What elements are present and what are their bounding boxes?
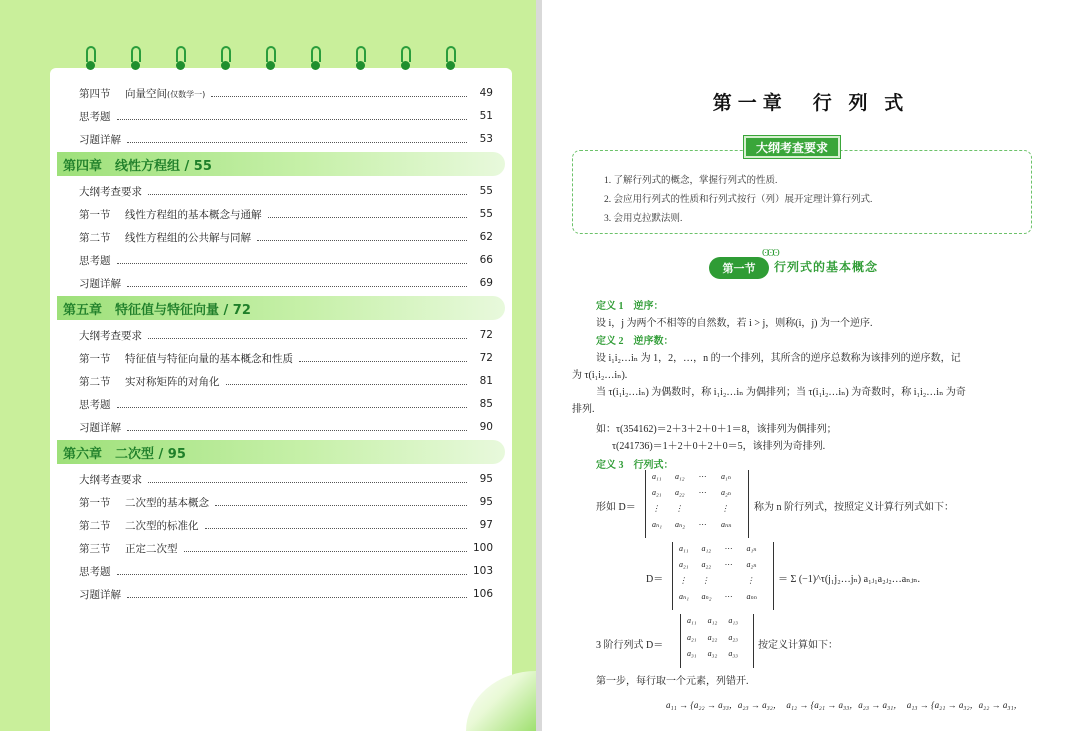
toc-entry-title: 思考题	[79, 110, 111, 123]
toc-entry-title: 大纲考查要求	[79, 329, 142, 342]
toc-entry-title: 正定二次型	[125, 542, 178, 555]
toc-page-number: 55	[479, 208, 493, 220]
matrix-cell: a₁₂	[707, 616, 718, 625]
matrix-cell: ⋮	[701, 576, 710, 585]
toc-dot-leader	[148, 338, 467, 339]
toc-entry-title: 二次型的基本概念	[125, 496, 209, 509]
toc-entry[interactable]	[79, 562, 493, 580]
toc-entry-title: 思考题	[79, 565, 111, 578]
toc-page-number: 95	[479, 473, 493, 485]
matrix-cell: a₂₁	[679, 560, 689, 569]
toc-entry-title: 大纲考查要求	[79, 473, 142, 486]
toc-dot-leader	[268, 217, 468, 218]
matrix-cell: a₁₂	[675, 472, 685, 481]
toc-dot-leader	[148, 482, 467, 483]
toc-entry-note: (仅数学一)	[167, 89, 206, 99]
toc-chapter-heading[interactable]: 第六章 二次型 / 95	[57, 440, 505, 464]
toc-entry-title: 特征值与特征向量的基本概念和性质	[125, 352, 293, 365]
binder-ring-icon	[129, 46, 143, 72]
chapter-title: 第一章 行 列 式	[712, 93, 910, 114]
toc-dot-leader	[127, 430, 467, 431]
toc-entry-title: 实对称矩阵的对角化	[125, 375, 220, 388]
toc-dot-leader	[117, 407, 468, 408]
toc-page-number: 53	[479, 133, 493, 145]
toc-entry[interactable]	[79, 470, 493, 488]
binder-ring-icon	[354, 46, 368, 72]
definition-text: 排列.	[572, 404, 595, 415]
toc-entry-title: 线性方程组的基本概念与通解	[125, 208, 262, 221]
toc-dot-leader	[127, 286, 467, 287]
toc-entry[interactable]	[79, 326, 493, 344]
toc-page-number: 49	[479, 87, 493, 99]
matrix-cell: a₃₂	[707, 649, 718, 659]
toc-section-number: 第一节	[79, 352, 111, 365]
toc-entry[interactable]	[79, 493, 493, 511]
toc-page-number: 62	[479, 231, 493, 243]
toc-entry-title: 习题详解	[79, 588, 121, 601]
toc-entry-title: 习题详解	[79, 277, 121, 290]
toc-entry-title: 线性方程组的公共解与同解	[125, 231, 251, 244]
toc-dot-leader	[215, 505, 467, 506]
matrix-cell: a₁₁	[679, 544, 689, 553]
matrix-cell: ⋯	[698, 488, 706, 497]
binder-ring-icon	[219, 46, 233, 72]
toc-chapter-heading[interactable]: 第四章 线性方程组 / 55	[57, 152, 505, 176]
toc-entry[interactable]	[79, 349, 493, 367]
toc-page-number: 95	[479, 496, 493, 508]
section-title: 行列式的基本概念	[774, 260, 879, 274]
toc-dot-leader	[211, 96, 467, 97]
order3-suffix: 按定义计算如下：	[758, 640, 838, 651]
definition-label: 定义 1 逆序：	[596, 301, 664, 312]
toc-entry-title: 二次型的标准化	[125, 519, 199, 532]
toc-entry[interactable]	[79, 228, 493, 246]
order3-prefix: 3 阶行列式 D＝	[596, 640, 664, 651]
matrix-cell: a₂₁	[652, 488, 662, 497]
matrix-cell: aₙ₁	[652, 520, 663, 529]
matrix-cell: ⋯	[724, 544, 732, 553]
matrix-cell: a₁ₙ	[721, 472, 732, 481]
toc-page-number: 72	[479, 352, 493, 364]
section-label: 第一节	[709, 257, 769, 279]
matrix-cell: a₂₂	[701, 560, 712, 569]
matrix-cell: ⋮	[652, 504, 660, 513]
matrix-cell: ⋮	[675, 504, 683, 513]
matrix-cell: a₂ₙ	[746, 560, 757, 569]
matrix-cell: aₙₙ	[746, 592, 757, 601]
requirement-item: 2. 会应用行列式的性质和行列式按行（列）展开定理计算行列式.	[604, 195, 873, 205]
matrix-cell: a₃₃	[728, 649, 738, 659]
matrix-cell: aₙ₁	[679, 592, 690, 601]
determinant-matrix	[645, 470, 749, 538]
toc-entry[interactable]	[79, 130, 493, 148]
toc-page-number: 55	[479, 185, 493, 197]
toc-dot-leader	[117, 263, 468, 264]
matrix-cell: ⋮	[721, 504, 729, 513]
toc-entry[interactable]	[79, 539, 493, 557]
matrix-cell: a₁₁	[687, 616, 697, 625]
toc-dot-leader	[127, 142, 467, 143]
toc-page-number: 103	[473, 565, 494, 577]
matrix-cell: a₁₃	[728, 616, 738, 625]
binder-ring-icon	[84, 46, 98, 72]
toc-page-number: 81	[479, 375, 493, 387]
definition-text: 为 τ(i₁i₂…iₙ).	[572, 370, 628, 381]
toc-page-number: 100	[473, 542, 494, 554]
formula-lhs: D＝	[646, 574, 664, 585]
formula-suffix: 称为 n 阶行列式，按照定义计算行列式如下：	[754, 502, 954, 513]
toc-entry-title: 思考题	[79, 254, 111, 267]
definition-text: 当 τ(i₁i₂…iₙ) 为偶数时，称 i₁i₂…iₙ 为偶排列；当 τ(i₁i₂…iₙ) 为奇数时，称 i₁i₂…iₙ 为奇	[596, 387, 966, 398]
toc-page-number: 51	[479, 110, 493, 122]
binder-ring-icon	[174, 46, 188, 72]
binder-ring-icon	[399, 46, 413, 72]
toc-entry[interactable]	[79, 372, 493, 390]
toc-page-number: 85	[479, 398, 493, 410]
toc-entry[interactable]	[79, 84, 493, 102]
binder-ring-icon	[309, 46, 323, 72]
definition-label: 定义 2 逆序数：	[596, 336, 674, 347]
toc-dot-leader	[184, 551, 468, 552]
toc-dot-leader	[257, 240, 467, 241]
toc-entry-title: 习题详解	[79, 421, 121, 434]
toc-entry-title: 向量空间(仅数学一)	[125, 87, 206, 100]
step-text: 第一步，每行取一个元素，列错开.	[596, 676, 749, 687]
toc-entry[interactable]	[79, 418, 493, 436]
definition-label: 定义 3 行列式：	[596, 460, 674, 471]
toc-section-number: 第二节	[79, 375, 111, 388]
toc-entry[interactable]	[79, 274, 493, 292]
requirement-item: 3. 会用克拉默法则.	[604, 214, 683, 224]
toc-entry[interactable]	[79, 585, 493, 603]
toc-page-number: 66	[479, 254, 493, 266]
toc-section-number: 第二节	[79, 231, 111, 244]
order3-matrix	[680, 614, 754, 668]
toc-section-number: 第四节	[79, 87, 111, 100]
toc-dot-leader	[148, 194, 467, 195]
toc-page	[0, 0, 536, 731]
matrix-cell: ⋯	[698, 472, 706, 481]
matrix-cell: ⋯	[724, 560, 732, 569]
formula-rhs: ＝ Σ (−1)^τ(j₁j₂…jₙ) a₁ⱼ₁a₂ⱼ₂…aₙⱼₙ.	[778, 574, 920, 585]
toc-entry[interactable]	[79, 182, 493, 200]
toc-section-number: 第一节	[79, 208, 111, 221]
requirement-item: 1. 了解行列式的概念，掌握行列式的性质.	[604, 176, 778, 186]
toc-page-number: 90	[479, 421, 493, 433]
matrix-cell: a₂₃	[728, 632, 738, 642]
matrix-cell: a₂₂	[707, 632, 718, 642]
step-expansion: a₁₁ → {a₂₂ → a₃₃，a₂₃ → a₃₂， a₁₂ → {a₂₁ → a₃₃，a₂₃ → a₃₁， a₁₃ → {a₂₁ → a₃₂，a₂₂ → a₃₁，	[666, 700, 1023, 710]
toc-entry[interactable]	[79, 516, 493, 534]
toc-dot-leader	[117, 119, 468, 120]
matrix-cell: a₁ₙ	[746, 544, 757, 553]
matrix-cell: a₂₁	[687, 632, 697, 642]
toc-dot-leader	[226, 384, 468, 385]
toc-dot-leader	[205, 528, 468, 529]
toc-dot-leader	[117, 574, 468, 575]
matrix-cell: aₙ₂	[701, 592, 712, 601]
matrix-cell: a₂ₙ	[721, 488, 732, 497]
matrix-cell: a₂₂	[675, 488, 685, 497]
toc-page-number: 106	[473, 588, 494, 600]
toc-entry[interactable]	[79, 107, 493, 125]
matrix-cell: ⋯	[724, 592, 732, 601]
matrix-cell: aₙₙ	[721, 520, 732, 529]
toc-entry[interactable]	[79, 395, 493, 413]
definition-text: 设 i，j 为两个不相等的自然数，若 i > j，则称(i，j) 为一个逆序.	[596, 318, 873, 329]
binder-ring-icon	[444, 46, 458, 72]
matrix-cell: aₙ₂	[675, 520, 686, 529]
example-text: τ(241736)＝1＋2＋0＋2＋0＝5，该排列为奇排列.	[612, 441, 826, 452]
toc-entry[interactable]	[79, 251, 493, 269]
matrix-cell: a₁₂	[701, 544, 712, 553]
example-text: 如：τ(354162)＝2＋3＋2＋0＋1＝8，该排列为偶排列；	[596, 424, 837, 435]
matrix-cell: a₁₁	[652, 472, 662, 481]
formula-prefix: 形如 D＝	[596, 502, 636, 513]
matrix-cell: a₃₁	[687, 649, 697, 659]
matrix-cell: ⋯	[698, 520, 706, 529]
content-page	[542, 0, 1080, 731]
toc-page-number: 69	[479, 277, 493, 289]
swirl-ornament-icon: ʘʘʘ	[762, 248, 778, 259]
toc-dot-leader	[299, 361, 467, 362]
toc-entry-title: 习题详解	[79, 133, 121, 146]
matrix-cell: ⋮	[746, 576, 755, 585]
toc-section-number: 第一节	[79, 496, 111, 509]
toc-chapter-heading[interactable]: 第五章 特征值与特征向量 / 72	[57, 296, 505, 320]
matrix-cell: ⋮	[679, 576, 687, 585]
binder-rings	[84, 46, 474, 76]
toc-section-number: 第二节	[79, 519, 111, 532]
toc-page-number: 97	[479, 519, 493, 531]
toc-page-number: 72	[479, 329, 493, 341]
toc-section-number: 第三节	[79, 542, 111, 555]
determinant-matrix	[672, 542, 774, 610]
toc-dot-leader	[127, 597, 467, 598]
toc-entry[interactable]	[79, 205, 493, 223]
binder-ring-icon	[264, 46, 278, 72]
requirements-tag: 大纲考查要求	[744, 136, 840, 158]
toc-entry-title: 大纲考查要求	[79, 185, 142, 198]
toc-entry-title: 思考题	[79, 398, 111, 411]
definition-text: 设 i₁i₂…iₙ 为 1，2，…，n 的一个排列，其所含的逆序总数称为该排列的逆序数，记	[596, 353, 961, 364]
